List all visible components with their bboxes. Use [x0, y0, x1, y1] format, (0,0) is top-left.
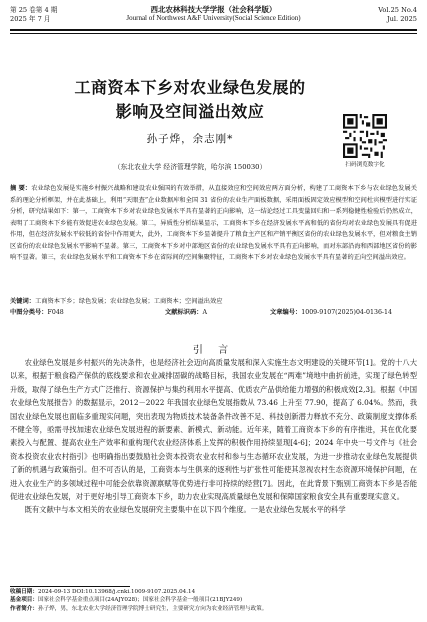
- author-text: 孙子烨，男，东北农业大学经济管理学院博士研究生，主要研究方向为农业经济管理与政策。: [37, 605, 268, 612]
- footnote: [10, 588, 417, 613]
- journal-name-cn: 西北农林科技大学学报（社会科学版）: [150, 5, 277, 14]
- header-date-en: Jul. 2025: [387, 15, 417, 23]
- received-text: 2024-09-13 DOI:10.13968/j.cnki.1009-9107.2025.04.14: [37, 589, 196, 595]
- body-paragraph: 农业绿色发展是乡村振兴的先决条件，也是经济社会迈向高质量发展和深入实施生态文明建设的关键环节[1]。党的十八大以来，根据于粮食稳产保供的底线要求和农业减排固碳的战略目标，我国农业发展在“两难”境地中曲折前进，实现了绿色转型升级，取得了绿色生产方式广泛推行、资源保护与集约利用水平提高、优质农产品供给能力增强的积极成效[2,3]。根据《中国农业绿色发展报告》的数据显示，2012－2022 年我国农业绿色发展指数从 73.46 上升至 77.90，提高了 6.04%。然而，我国农业绿色发展也面临多重现实问题，突出表现为物质技术装备条件改善不足、科技创新潜力释放不充分、政策制度支撑体系不健全等，亟需寻找加速农业绿色发展进程的新要素、新模式、新动能。近年来，随着工商资本下乡的有序推进，其在优化要素投入与配置、提高农业生产效率和重构现代农业经济体系上发挥的积极作用持续显现[4-6]；2024 年中央一号文件与《社会资本投资农业农村指引》也明确指出要鼓励社会资本投资农业农村和参与生态循环农业发展，为进一步推动农业绿色发展提供了新的机遇与政策指引。但不可否认的是，工商资本与生俱来的逐利性与扩张性可能使其忽视农村生态资源环境保护问题，在进入农业生产的多领域过程中可能会依靠资源禀赋等优势进行非可持续的经营[7]。因此，在此背景下甄别工商资本下乡是否能促进农业绿色发展，对于更好地引导工商资本下乡，助力农业实现高质量绿色发展和保障国家粮食安全具有重要现实意义。: [10, 358, 417, 502]
- footnote-rule: [10, 586, 130, 587]
- title-line-1: 工商资本下乡对农业绿色发展的: [74, 78, 306, 97]
- document-code: [165, 308, 270, 318]
- section-heading-introduction: 引 言: [192, 345, 235, 356]
- body-paragraph: 既有文献中与本文相关的农业绿色发展研究主要集中在以下四个维度。一是农业绿色发展水平的科学: [24, 505, 346, 515]
- fund-text: 国家社会科学基金重点项目(24AJY028)；国家社会科学基金一般项目(21BJY249): [37, 597, 243, 604]
- clc-value: F048: [47, 309, 64, 316]
- body-text: [10, 356, 417, 517]
- article-number: [270, 308, 392, 318]
- qr-code-icon[interactable]: [343, 114, 387, 158]
- classification-line: [10, 308, 417, 318]
- keywords-text: 工商资本下乡；绿色发展；农业绿色发展；工商资本；空间溢出效应: [35, 298, 223, 305]
- journal-name-en: Journal of Northwest A&F University(Social Science Edition): [126, 14, 301, 22]
- header-volume: 第 25 卷第 4 期: [10, 6, 58, 14]
- doc-value: A: [202, 309, 208, 316]
- qr-caption: 扫码浏览数字化: [345, 162, 385, 168]
- header-issue: [10, 6, 57, 24]
- author-list: 孙子烨，余志刚*: [146, 133, 234, 145]
- header-rule-thick: [10, 29, 417, 31]
- abstract-label: 摘 要：: [10, 185, 32, 192]
- keywords-label: 关键词：: [10, 298, 35, 305]
- keywords: [10, 297, 417, 307]
- title-line-2: 影响及空间溢出效应: [115, 102, 265, 121]
- footnote-received: [10, 588, 417, 596]
- author-label: 作者简介：: [10, 605, 38, 612]
- clc-label: 中图分类号：: [10, 309, 48, 316]
- article-value: 1009-9107(2025)04-0136-14: [301, 309, 392, 316]
- doc-label: 文献标识码：: [165, 309, 203, 316]
- header-journal: [100, 5, 327, 23]
- abstract-text: 农业绿色发展是实施乡村振兴战略和建设农业强国的有效举措，从直接效应和空间效应两方面分析，构建了工商资本下乡与农业绿色发展关系的理论分析框架，并在此基础上，利用“天眼查”企业数据库和全国 31 省份的农业生产面板数据，采用面板固定效应模型和空间杜宾模型进行实证分析，研究结果如下：第一，工商资本下乡对农业绿色发展水平具有显著的正向影响，这一结论经过工具变量回归和一系列稳健性检验后仍然成立，表明了工商资本下乡能有效促进农业绿色发展。第二，异质性分析结果显示，工商资本下乡在经济发展水平高和低的省份均对农业绿色发展具有促进作用，但在经济发展水平较低的省份中作用更大，此外，工商资本下乡显著提升了粮食主产区和产销平衡区省份的农业绿色发展水平，但对粮食主销区省份的农业绿色发展水平影响不显著。第三，工商资本下乡对中部地区省份的农业绿色发展水平具有正向影响，而对东部沿海和西部地区省份的影响不显著。第三，农业绿色发展水平和工商资本下乡在省际间的空间集聚特征，工商资本下乡对农业绿色发展水平具有显著的正向空间溢出效应。: [10, 185, 417, 261]
- footnote-fund: [10, 596, 417, 604]
- abstract: [10, 183, 417, 264]
- header-date: 2025 年 7 月: [10, 15, 51, 23]
- header-rule-thin: [10, 33, 417, 34]
- clc-number: [10, 308, 165, 318]
- header-volume-en: Vol.25 No.4: [378, 6, 417, 14]
- header-issue-en: [378, 6, 417, 24]
- article-label: 文章编号：: [270, 309, 302, 316]
- footnote-author: [10, 605, 417, 613]
- article-title: [40, 76, 340, 124]
- affiliation: （东北农业大学 经济管理学院，哈尔滨 150030）: [113, 163, 267, 171]
- received-label: 收稿日期：: [10, 589, 38, 595]
- fund-label: 基金项目：: [10, 597, 38, 604]
